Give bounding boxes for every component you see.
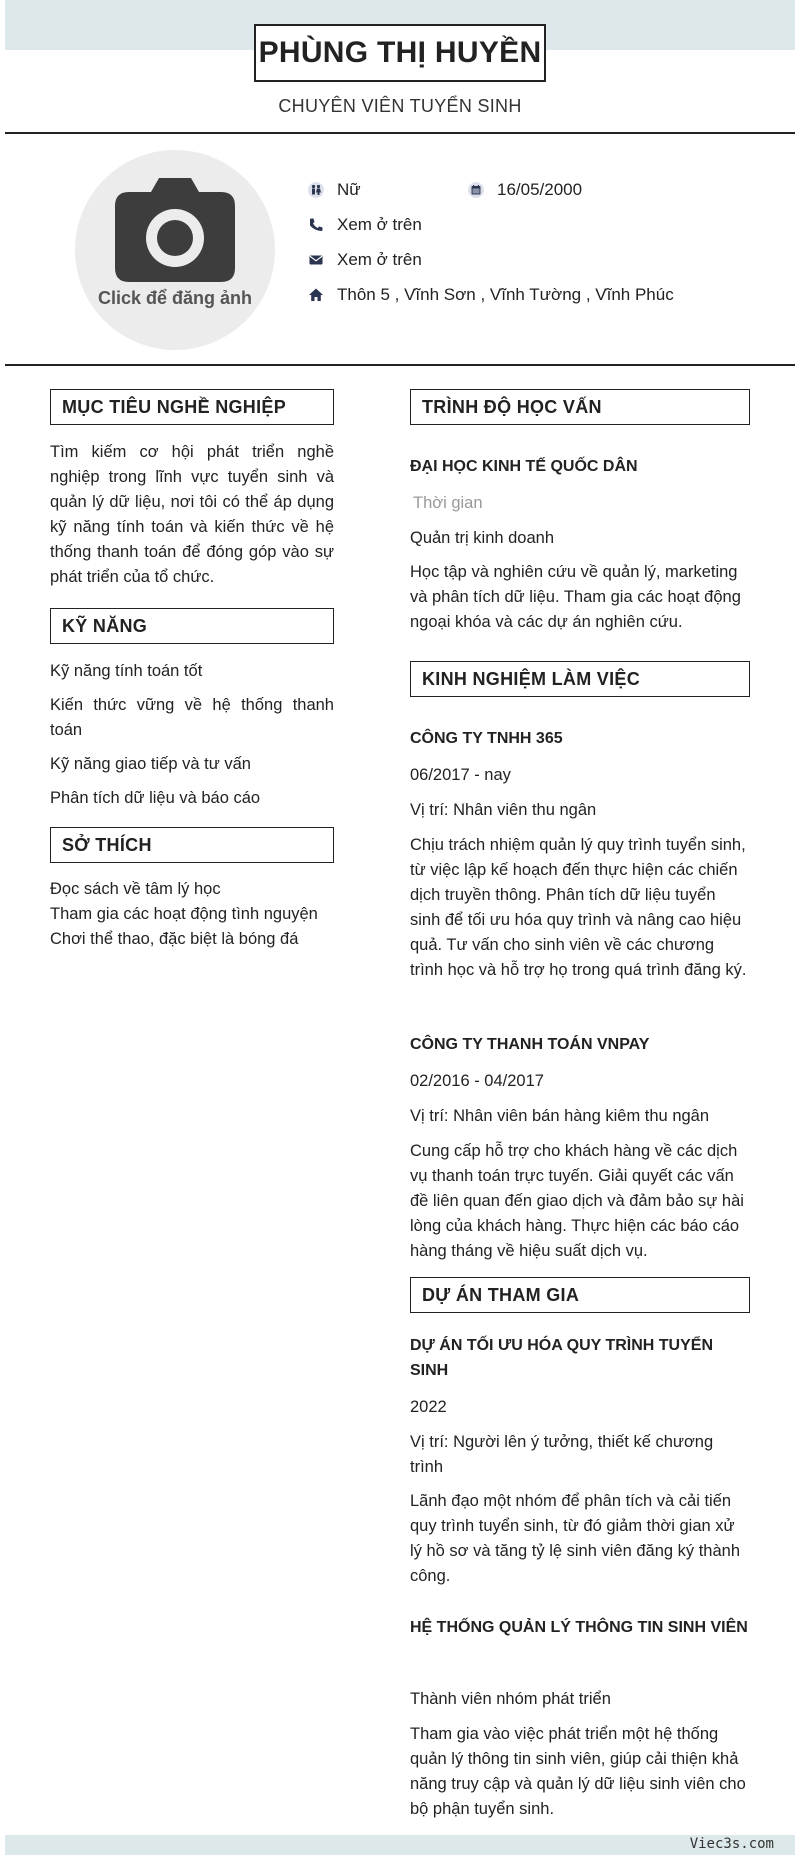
hobby-item: Tham gia các hoạt động tình nguyện xyxy=(50,905,318,923)
avatar-upload[interactable] xyxy=(75,150,275,350)
project-position: Vị trí: Người lên ý tưởng, thiết kế chương trình xyxy=(410,1433,714,1476)
avatar-upload-label: Click để đăng ảnh xyxy=(97,288,253,308)
job-period: 06/2017 - nay xyxy=(410,766,511,784)
skill-item: Phân tích dữ liệu và báo cáo xyxy=(50,789,261,807)
hobby-item: Chơi thể thao, đặc biệt là bóng đá xyxy=(50,930,299,948)
gender-value: Nữ xyxy=(337,180,361,199)
home-icon xyxy=(307,286,325,304)
calendar-icon xyxy=(467,181,485,199)
contact-birthday xyxy=(467,180,582,200)
job-period: 02/2016 - 04/2017 xyxy=(410,1072,544,1090)
contact-divider xyxy=(5,364,795,366)
hobbies-heading: SỞ THÍCH xyxy=(50,827,334,863)
skills-heading: KỸ NĂNG xyxy=(50,608,334,644)
envelope-icon xyxy=(307,251,325,269)
education-heading: TRÌNH ĐỘ HỌC VẤN xyxy=(410,389,750,425)
job-position: Vị trí: Nhân viên bán hàng kiêm thu ngân xyxy=(410,1107,710,1125)
job-position: Vị trí: Nhân viên thu ngân xyxy=(410,801,597,819)
email-value: Xem ở trên xyxy=(337,250,422,269)
project-year: 2022 xyxy=(410,1398,447,1416)
project-name: DỰ ÁN TỐI ƯU HÓA QUY TRÌNH TUYỂN SINH xyxy=(410,1337,713,1379)
job-company: CÔNG TY THANH TOÁN VNPAY xyxy=(410,1036,650,1053)
gender-icon xyxy=(307,181,325,199)
objective-text: Tìm kiếm cơ hội phát triển nghề nghiệp trong lĩnh vực tuyển sinh và quản lý dữ liệu, nơi tôi có thể áp dụng kỹ năng tính toán và kiến thức về hệ thống thanh toán để đóng góp vào sự phát triển của tổ chức. xyxy=(50,443,334,586)
objective-heading: MỤC TIÊU NGHỀ NGHIỆP xyxy=(50,389,334,425)
education-major: Quản trị kinh doanh xyxy=(410,529,555,547)
birthday-value: 16/05/2000 xyxy=(497,180,583,199)
education-description: Học tập và nghiên cứu về quản lý, marketing và phân tích dữ liệu. Tham gia các hoạt động ngoại khóa và các dự án nghiên cứu. xyxy=(410,563,741,631)
job-title: CHUYÊN VIÊN TUYỂN SINH xyxy=(278,96,522,116)
project-position: Thành viên nhóm phát triển xyxy=(410,1690,611,1708)
projects-heading: DỰ ÁN THAM GIA xyxy=(410,1277,750,1313)
job-description: Cung cấp hỗ trợ cho khách hàng về các dịch vụ thanh toán trực tuyến. Giải quyết các vấn đề liên quan đến giao dịch và đảm bảo sự hài lòng của khách hàng. Thực hiện các báo cáo hàng tháng về hiệu suất dịch vụ. xyxy=(410,1142,744,1260)
education-school: ĐẠI HỌC KINH TẾ QUỐC DÂN xyxy=(410,458,638,475)
watermark: Viec3s.com xyxy=(689,1836,774,1852)
education-time: Thời gian xyxy=(413,494,483,512)
bottom-band xyxy=(5,1835,795,1855)
job-company: CÔNG TY TNHH 365 xyxy=(410,730,563,747)
skill-item: Kiến thức vững về hệ thống thanh toán xyxy=(50,696,334,739)
phone-icon xyxy=(307,216,325,234)
project-description: Tham gia vào việc phát triển một hệ thống quản lý thông tin sinh viên, giúp cải thiện khả năng truy cập và quản lý dữ liệu sinh viên cho bộ phận tuyển sinh. xyxy=(410,1725,746,1818)
address-value: Thôn 5 , Vĩnh Sơn , Vĩnh Tường , Vĩnh Phúc xyxy=(337,285,674,304)
skill-item: Kỹ năng tính toán tốt xyxy=(50,662,203,680)
project-name: HỆ THỐNG QUẢN LÝ THÔNG TIN SINH VIÊN xyxy=(410,1619,748,1636)
skill-item: Kỹ năng giao tiếp và tư vấn xyxy=(50,755,251,773)
contact-phone xyxy=(307,215,422,235)
job-description: Chịu trách nhiệm quản lý quy trình tuyển sinh, từ việc lập kế hoạch đến thực hiện các chiến dịch truyền thông. Phân tích dữ liệu tuyển sinh để tối ưu hóa quy trình và nâng cao hiệu quả. Tư vấn cho sinh viên về các chương trình học và hỗ trợ họ trong quá trình đăng ký. xyxy=(410,836,747,979)
hobby-item: Đọc sách về tâm lý học xyxy=(50,880,221,898)
phone-value: Xem ở trên xyxy=(337,215,422,234)
contact-gender xyxy=(307,180,361,200)
contact-address xyxy=(307,285,674,305)
experience-heading: KINH NGHIỆM LÀM VIỆC xyxy=(410,661,750,697)
header-divider xyxy=(5,132,795,134)
candidate-name: PHÙNG THỊ HUYỀN xyxy=(254,24,546,82)
project-description: Lãnh đạo một nhóm để phân tích và cải tiến quy trình tuyển sinh, từ đó giảm thời gian xử lý hồ sơ và tăng tỷ lệ sinh viên đăng ký thành công. xyxy=(410,1492,741,1585)
contact-email xyxy=(307,250,422,270)
camera-icon xyxy=(115,178,235,282)
